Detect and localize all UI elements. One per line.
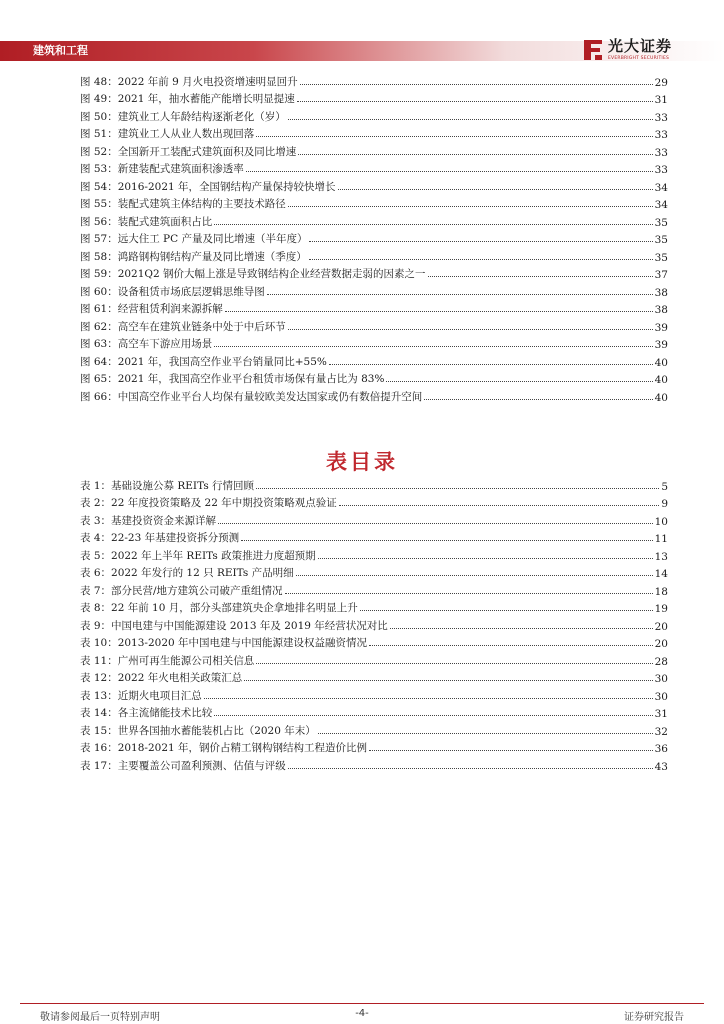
toc-dot-leader — [225, 311, 653, 312]
toc-dot-leader — [288, 768, 653, 769]
toc-entry-label: 表 7：部分民营/地方建筑公司破产重组情况 — [80, 584, 283, 597]
table-list-entry[interactable] — [80, 703, 668, 721]
toc-dot-leader — [339, 505, 660, 506]
toc-entry-page: 31 — [654, 708, 668, 720]
brand-sub: EVERBRIGHT SECURITIES — [608, 56, 670, 61]
figure-list-entry[interactable] — [80, 71, 668, 89]
toc-dot-leader — [424, 399, 652, 400]
table-list-entry[interactable] — [80, 545, 668, 563]
toc-entry-page: 29 — [654, 76, 668, 89]
footer-report-type: 证券研究报告 — [624, 1012, 684, 1023]
toc-entry-page: 13 — [654, 550, 668, 563]
toc-entry-label: 表 13：近期火电项目汇总 — [80, 689, 202, 702]
toc-entry-label: 表 9：中国电建与中国能源建设 2013 年及 2019 年经营状况对比 — [80, 619, 388, 632]
figure-list — [80, 71, 668, 404]
table-list-entry[interactable] — [80, 528, 668, 546]
toc-entry-label: 图 63：高空车下游应用场景 — [80, 338, 213, 350]
toc-entry-page: 11 — [654, 533, 668, 545]
toc-entry-label: 图 54：2016-2021 年，全国钢结构产量保持较快增长 — [80, 180, 336, 193]
toc-entry-label: 表 15：世界各国抽水蓄能装机占比（2020 年末） — [80, 724, 316, 737]
toc-dot-leader — [246, 171, 653, 172]
figure-list-entry[interactable] — [80, 159, 668, 177]
toc-entry-page: 35 — [654, 251, 668, 264]
toc-dot-leader — [296, 575, 653, 576]
toc-entry-page: 20 — [654, 638, 668, 650]
toc-dot-leader — [369, 750, 653, 751]
table-list-entry[interactable] — [80, 685, 668, 703]
toc-entry-page: 33 — [654, 164, 668, 176]
toc-entry-page: 30 — [654, 690, 668, 703]
figure-list-entry[interactable] — [80, 351, 668, 369]
toc-entry-page: 31 — [654, 94, 668, 106]
toc-dot-leader — [309, 241, 652, 242]
table-list-entry[interactable] — [80, 615, 668, 633]
toc-entry-page: 35 — [654, 216, 668, 229]
toc-dot-leader — [241, 540, 653, 541]
toc-dot-leader — [256, 136, 652, 137]
figure-list-entry[interactable] — [80, 194, 668, 212]
toc-dot-leader — [214, 346, 652, 347]
toc-entry-label: 表 4：22-23 年基建投资拆分预测 — [80, 532, 240, 544]
toc-dot-leader — [214, 224, 652, 225]
toc-entry-page: 10 — [654, 515, 668, 528]
table-list-entry[interactable] — [80, 475, 668, 493]
toc-entry-label: 表 1：基础设施公募 REITs 行情回顾 — [80, 479, 255, 492]
toc-entry-label: 图 58：鸿路钢构钢结构产量及同比增速（季度） — [80, 250, 307, 263]
toc-entry-page: 33 — [654, 111, 668, 124]
figure-list-entry[interactable] — [80, 229, 668, 247]
toc-entry-page: 18 — [654, 585, 668, 598]
figure-list-entry[interactable] — [80, 264, 668, 282]
toc-dot-leader — [369, 645, 653, 646]
toc-entry-label: 表 10：2013-2020 年中国电建与中国能源建设权益融资情况 — [80, 637, 368, 649]
footer-divider — [20, 1003, 704, 1004]
toc-dot-leader — [428, 276, 653, 277]
figure-list-entry[interactable] — [80, 176, 668, 194]
toc-entry-label: 图 48：2022 年前 9 月火电投资增速明显回升 — [80, 75, 298, 88]
toc-entry-label: 图 61：经营租赁利润来源拆解 — [80, 303, 223, 315]
toc-entry-page: 35 — [654, 234, 668, 246]
toc-entry-page: 30 — [654, 673, 668, 685]
table-list-entry[interactable] — [80, 738, 668, 756]
toc-entry-page: 38 — [654, 286, 668, 299]
toc-entry-label: 图 59：2021Q2 钢价大幅上涨是导致钢结构企业经营数据走弱的因素之一 — [80, 268, 426, 280]
toc-entry-label: 表 12：2022 年火电相关政策汇总 — [80, 672, 243, 684]
toc-entry-page: 5 — [661, 480, 668, 493]
toc-entry-page: 40 — [654, 374, 668, 386]
table-list-entry[interactable] — [80, 633, 668, 651]
table-list — [80, 475, 668, 773]
toc-dot-leader — [390, 628, 653, 629]
table-list-entry[interactable] — [80, 493, 668, 511]
toc-dot-leader — [318, 558, 653, 559]
toc-dot-leader — [204, 698, 653, 699]
table-list-entry[interactable] — [80, 580, 668, 598]
brand-logo-icon — [582, 36, 604, 64]
figure-list-entry[interactable] — [80, 281, 668, 299]
toc-dot-leader — [300, 84, 653, 85]
toc-dot-leader — [256, 488, 659, 489]
toc-entry-label: 图 56：装配式建筑面积占比 — [80, 215, 213, 228]
figure-list-entry[interactable] — [80, 124, 668, 142]
toc-entry-label: 表 6：2022 年发行的 12 只 REITs 产品明细 — [80, 567, 294, 579]
toc-entry-label: 图 53：新建装配式建筑面积渗透率 — [80, 163, 244, 175]
figure-list-entry[interactable] — [80, 334, 668, 352]
brand-logo — [582, 34, 692, 68]
toc-dot-leader — [386, 381, 652, 382]
toc-entry-label: 表 5：2022 年上半年 REITs 政策推进力度超预期 — [80, 549, 316, 562]
toc-dot-leader — [329, 364, 653, 365]
toc-entry-label: 图 66：中国高空作业平台人均保有量较欧美发达国家或仍有数倍提升空间 — [80, 390, 423, 403]
toc-dot-leader — [288, 119, 653, 120]
toc-entry-page: 36 — [654, 743, 668, 755]
toc-entry-page: 40 — [654, 391, 668, 404]
brand-name: 光大证券 — [608, 37, 673, 55]
toc-dot-leader — [214, 715, 652, 716]
toc-entry-label: 表 16：2018-2021 年，钢价占精工钢构钢结构工程造价比例 — [80, 742, 368, 754]
toc-entry-label: 图 64：2021 年，我国高空作业平台销量同比+55% — [80, 355, 327, 368]
section-tag: 建筑和工程 — [33, 44, 88, 57]
table-list-entry[interactable] — [80, 650, 668, 668]
toc-dot-leader — [298, 154, 652, 155]
footer-disclaimer: 敬请参阅最后一页特别声明 — [40, 1012, 160, 1023]
figure-list-entry[interactable] — [80, 369, 668, 387]
figure-list-entry[interactable] — [80, 316, 668, 334]
figure-list-entry[interactable] — [80, 211, 668, 229]
toc-entry-page: 19 — [654, 603, 668, 615]
toc-entry-label: 图 49：2021 年，抽水蓄能产能增长明显提速 — [80, 93, 295, 105]
toc-dot-leader — [309, 259, 653, 260]
toc-entry-label: 图 65：2021 年，我国高空作业平台租赁市场保有量占比为 83% — [80, 373, 385, 385]
table-list-entry[interactable] — [80, 598, 668, 616]
table-list-title: 表目录 — [326, 450, 398, 474]
toc-dot-leader — [256, 663, 652, 664]
toc-entry-label: 表 8：22 年前 10 月，部分头部建筑央企拿地排名明显上升 — [80, 602, 358, 614]
toc-entry-page: 39 — [654, 339, 668, 351]
toc-dot-leader — [267, 294, 653, 295]
toc-entry-page: 33 — [654, 129, 668, 141]
toc-entry-page: 43 — [654, 760, 668, 773]
toc-entry-page: 40 — [654, 356, 668, 369]
footer-page-number: -4- — [355, 1008, 369, 1019]
toc-entry-label: 图 52：全国新开工装配式建筑面积及同比增速 — [80, 145, 297, 158]
toc-entry-label: 表 2：22 年度投资策略及 22 年中期投资策略观点验证 — [80, 497, 337, 509]
toc-dot-leader — [288, 206, 653, 207]
toc-entry-page: 20 — [654, 620, 668, 633]
toc-entry-page: 33 — [654, 146, 668, 159]
toc-entry-label: 图 60：设备租赁市场底层逻辑思维导图 — [80, 285, 265, 298]
toc-dot-leader — [244, 680, 652, 681]
toc-entry-page: 34 — [654, 181, 668, 194]
toc-entry-page: 39 — [654, 321, 668, 334]
toc-dot-leader — [285, 593, 653, 594]
toc-entry-label: 表 14：各主流储能技术比较 — [80, 707, 213, 719]
figure-list-entry[interactable] — [80, 106, 668, 124]
toc-dot-leader — [360, 610, 653, 611]
toc-entry-label: 表 17：主要覆盖公司盈利预测、估值与评级 — [80, 759, 286, 772]
toc-dot-leader — [338, 189, 653, 190]
toc-entry-label: 表 11：广州可再生能源公司相关信息 — [80, 654, 255, 667]
toc-entry-label: 图 62：高空车在建筑业链条中处于中后环节 — [80, 320, 286, 333]
figure-list-entry[interactable] — [80, 299, 668, 317]
figure-list-entry[interactable] — [80, 141, 668, 159]
toc-entry-label: 图 57：远大住工 PC 产量及同比增速（半年度） — [80, 233, 308, 245]
toc-entry-page: 28 — [654, 655, 668, 668]
toc-dot-leader — [297, 101, 653, 102]
figure-list-entry[interactable] — [80, 246, 668, 264]
toc-entry-page: 9 — [661, 498, 668, 510]
table-list-entry[interactable] — [80, 755, 668, 773]
toc-entry-page: 32 — [654, 725, 668, 738]
table-list-entry[interactable] — [80, 668, 668, 686]
figure-list-entry[interactable] — [80, 386, 668, 404]
toc-dot-leader — [318, 733, 653, 734]
toc-entry-page: 37 — [654, 269, 668, 281]
figure-list-entry[interactable] — [80, 89, 668, 107]
toc-dot-leader — [288, 329, 653, 330]
toc-entry-label: 图 50：建筑业工人年龄结构逐渐老化（岁） — [80, 110, 286, 123]
toc-entry-page: 34 — [654, 199, 668, 211]
toc-entry-label: 图 51：建筑业工人从业人数出现回落 — [80, 128, 255, 140]
toc-entry-page: 38 — [654, 304, 668, 316]
toc-entry-page: 14 — [654, 568, 668, 580]
toc-entry-label: 图 55：装配式建筑主体结构的主要技术路径 — [80, 198, 286, 210]
toc-entry-label: 表 3：基建投资资金来源详解 — [80, 514, 217, 527]
toc-dot-leader — [218, 523, 653, 524]
table-list-entry[interactable] — [80, 510, 668, 528]
table-list-entry[interactable] — [80, 720, 668, 738]
table-list-entry[interactable] — [80, 563, 668, 581]
